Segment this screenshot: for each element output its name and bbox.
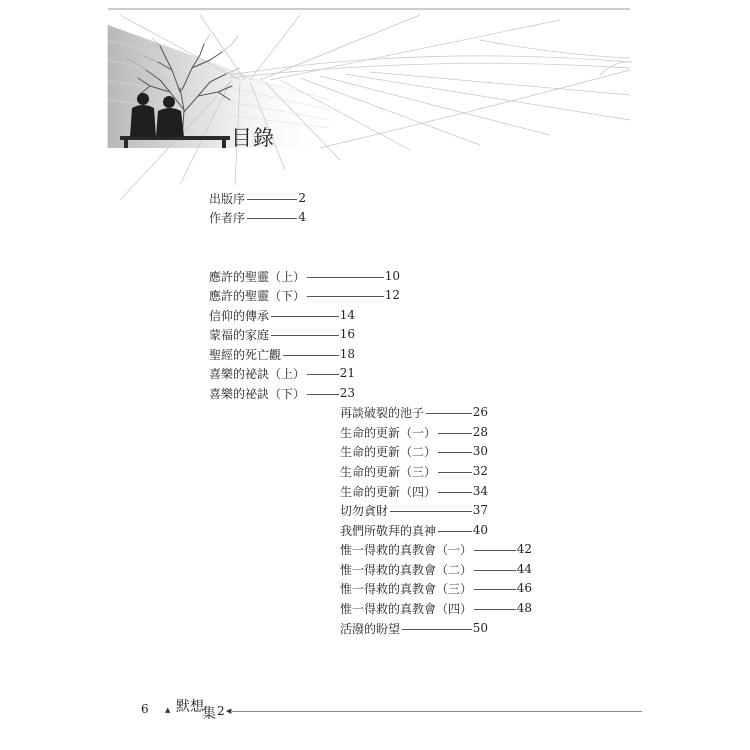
toc-page: 23 [339,386,355,400]
toc-label: 作者序 [209,210,246,225]
toc-label: 生命的更新（三） [340,464,437,479]
toc-entry [340,423,488,441]
toc-page: 2 [298,191,306,205]
leader-line [247,218,297,219]
toc-label: 惟一得救的真教會（一） [340,542,473,557]
toc-entry [340,579,532,597]
page-title: 目錄 [231,126,275,150]
leader-line [474,609,516,610]
toc-entry [209,189,306,207]
toc-label: 應許的聖靈（上） [209,269,306,284]
leader-line [307,296,384,297]
toc-entry [340,403,488,421]
toc-page: 50 [472,621,488,635]
toc-page: 14 [339,308,355,322]
toc-page: 30 [472,444,488,458]
toc-entry [340,521,488,539]
toc-page: 10 [384,269,400,283]
leader-line [438,433,472,434]
leader-line [307,374,339,375]
toc-page: 37 [472,503,488,517]
header-illustration [0,0,750,200]
toc-label: 聖經的死亡觀 [209,347,282,362]
triangle-left-icon: ◀ [226,707,232,715]
toc-page: 21 [339,366,355,380]
footer-volume: 2 [217,704,225,718]
leader-line [283,355,339,356]
leader-line [402,629,472,630]
toc-entry [209,364,355,382]
toc-label: 信仰的傳承 [209,308,270,323]
toc-page: 40 [472,523,488,537]
toc-label: 我們所敬拜的真神 [340,523,437,538]
toc-page: 18 [339,347,355,361]
toc-page: 28 [472,425,488,439]
toc-page: 44 [516,562,532,576]
leader-line [390,511,472,512]
toc-entry [340,462,488,480]
toc-entry [209,384,355,402]
leader-line [271,335,339,336]
toc-entry [209,345,355,363]
toc-label: 生命的更新（四） [340,484,437,499]
toc-page: 42 [516,542,532,556]
toc-label: 惟一得救的真教會（二） [340,562,473,577]
toc-label: 再談破裂的池子 [340,405,425,420]
toc-entry [209,306,355,324]
leader-line [438,472,472,473]
toc-entry [209,325,355,343]
toc-label: 應許的聖靈（下） [209,288,306,303]
toc-page: 32 [472,464,488,478]
toc-entry [340,501,488,519]
footer-page-number: 6 [141,702,149,716]
toc-entry [209,208,306,226]
leader-line [426,413,472,414]
toc-label: 切勿貪財 [340,503,389,518]
toc-entry [340,619,488,637]
footer-divider [232,711,642,712]
leader-line [271,316,339,317]
toc-label: 活潑的盼望 [340,621,401,636]
toc-label: 惟一得救的真教會（四） [340,601,473,616]
toc-label: 惟一得救的真教會（三） [340,581,473,596]
toc-page: 48 [516,601,532,615]
toc-entry [340,442,488,460]
toc-entry [340,599,532,617]
leader-line [438,452,472,453]
toc-label: 生命的更新（二） [340,444,437,459]
toc-page: 34 [472,484,488,498]
toc-entry [209,267,400,285]
footer-book-title: 默想 [176,699,204,715]
toc-label: 出版序 [209,191,246,206]
triangle-up-icon: ▲ [165,706,171,714]
toc-label: 蒙福的家庭 [209,327,270,342]
leader-line [307,277,384,278]
footer-book-title-suffix: 集 [202,706,216,722]
leader-line [307,394,339,395]
toc-page: 26 [472,405,488,419]
toc-label: 喜樂的祕訣（下） [209,386,306,401]
toc-entry [340,540,532,558]
leader-line [474,589,516,590]
leader-line [438,531,472,532]
toc-page: 4 [298,210,306,224]
leader-line [438,492,472,493]
leader-line [474,570,516,571]
leader-line [474,550,516,551]
leader-line [247,199,297,200]
toc-entry [340,560,532,578]
toc-label: 生命的更新（一） [340,425,437,440]
toc-page: 46 [516,581,532,595]
toc-page: 12 [384,288,400,302]
toc-entry [340,482,488,500]
toc-label: 喜樂的祕訣（上） [209,366,306,381]
toc-page: 16 [339,327,355,341]
toc-entry [209,286,400,304]
